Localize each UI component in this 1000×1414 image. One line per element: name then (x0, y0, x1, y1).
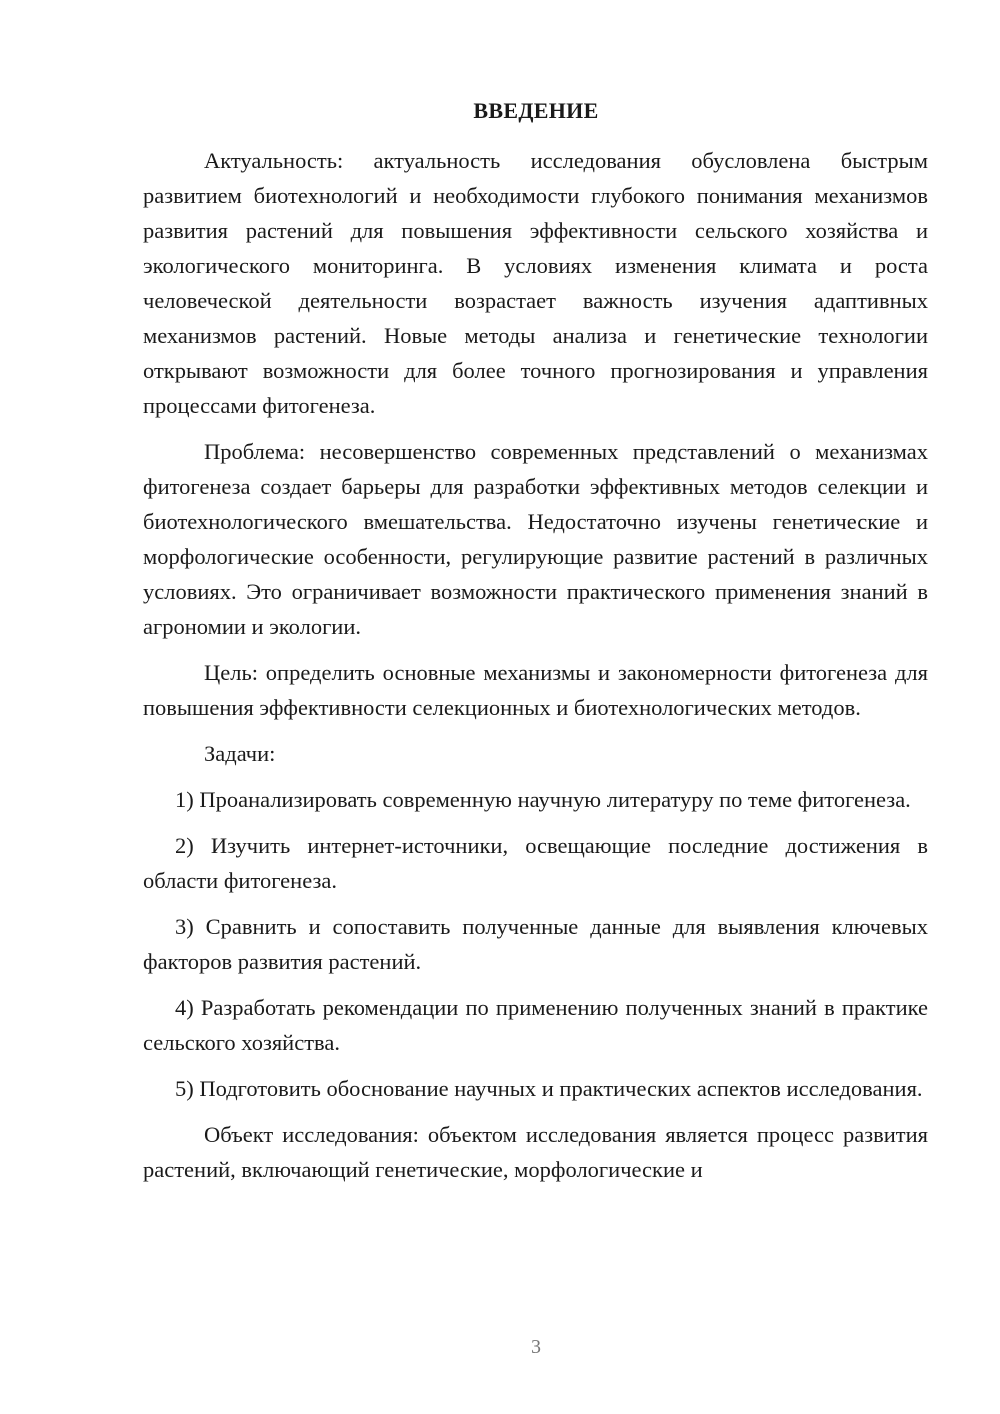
paragraph-tasks-heading: Задачи: (204, 741, 276, 766)
page-number: 3 (531, 1336, 541, 1358)
paragraph-object: Объект исследования: объектом исследования является процесс развития растений, включающий генетические, морфологические и (143, 1122, 928, 1182)
task-item-2: 2) Изучить интернет-источники, освещающие последние достижения в области фитогенеза. (143, 833, 928, 893)
task-item-1: 1) Проанализировать современную научную литературу по теме фитогенеза. (175, 787, 911, 812)
paragraph-goal: Цель: определить основные механизмы и закономерности фитогенеза для повышения эффективности селекционных и биотехнологических методов. (143, 660, 928, 720)
paragraph-problem: Проблема: несовершенство современных представлений о механизмах фитогенеза создает барьеры для разработки эффективных методов селекции и биотехнологического вмешательства. Недостаточно изучены генетические и морфологические особенности, регулирующие развитие растений в различных условиях. Это ограничивает возможности практического применения знаний в агрономии и экологии. (143, 439, 928, 639)
document-body (143, 143, 928, 1198)
task-item-5: 5) Подготовить обоснование научных и практических аспектов исследования. (175, 1076, 923, 1101)
task-item-3: 3) Сравнить и сопоставить полученные данные для выявления ключевых факторов развития растений. (143, 914, 928, 974)
section-heading: ВВЕДЕНИЕ (473, 98, 599, 123)
task-item-4: 4) Разработать рекомендации по применению полученных знаний в практике сельского хозяйства. (143, 995, 928, 1055)
paragraph-relevance: Актуальность: актуальность исследования обусловлена быстрым развитием биотехнологий и необходимости глубокого понимания механизмов развития растений для повышения эффективности сельского хозяйства и экологического мониторинга. В условиях изменения климата и роста человеческой деятельности возрастает важность изучения адаптивных механизмов растений. Новые методы анализа и генетические технологии открывают возможности для более точного прогнозирования и управления процессами фитогенеза. (143, 148, 928, 418)
